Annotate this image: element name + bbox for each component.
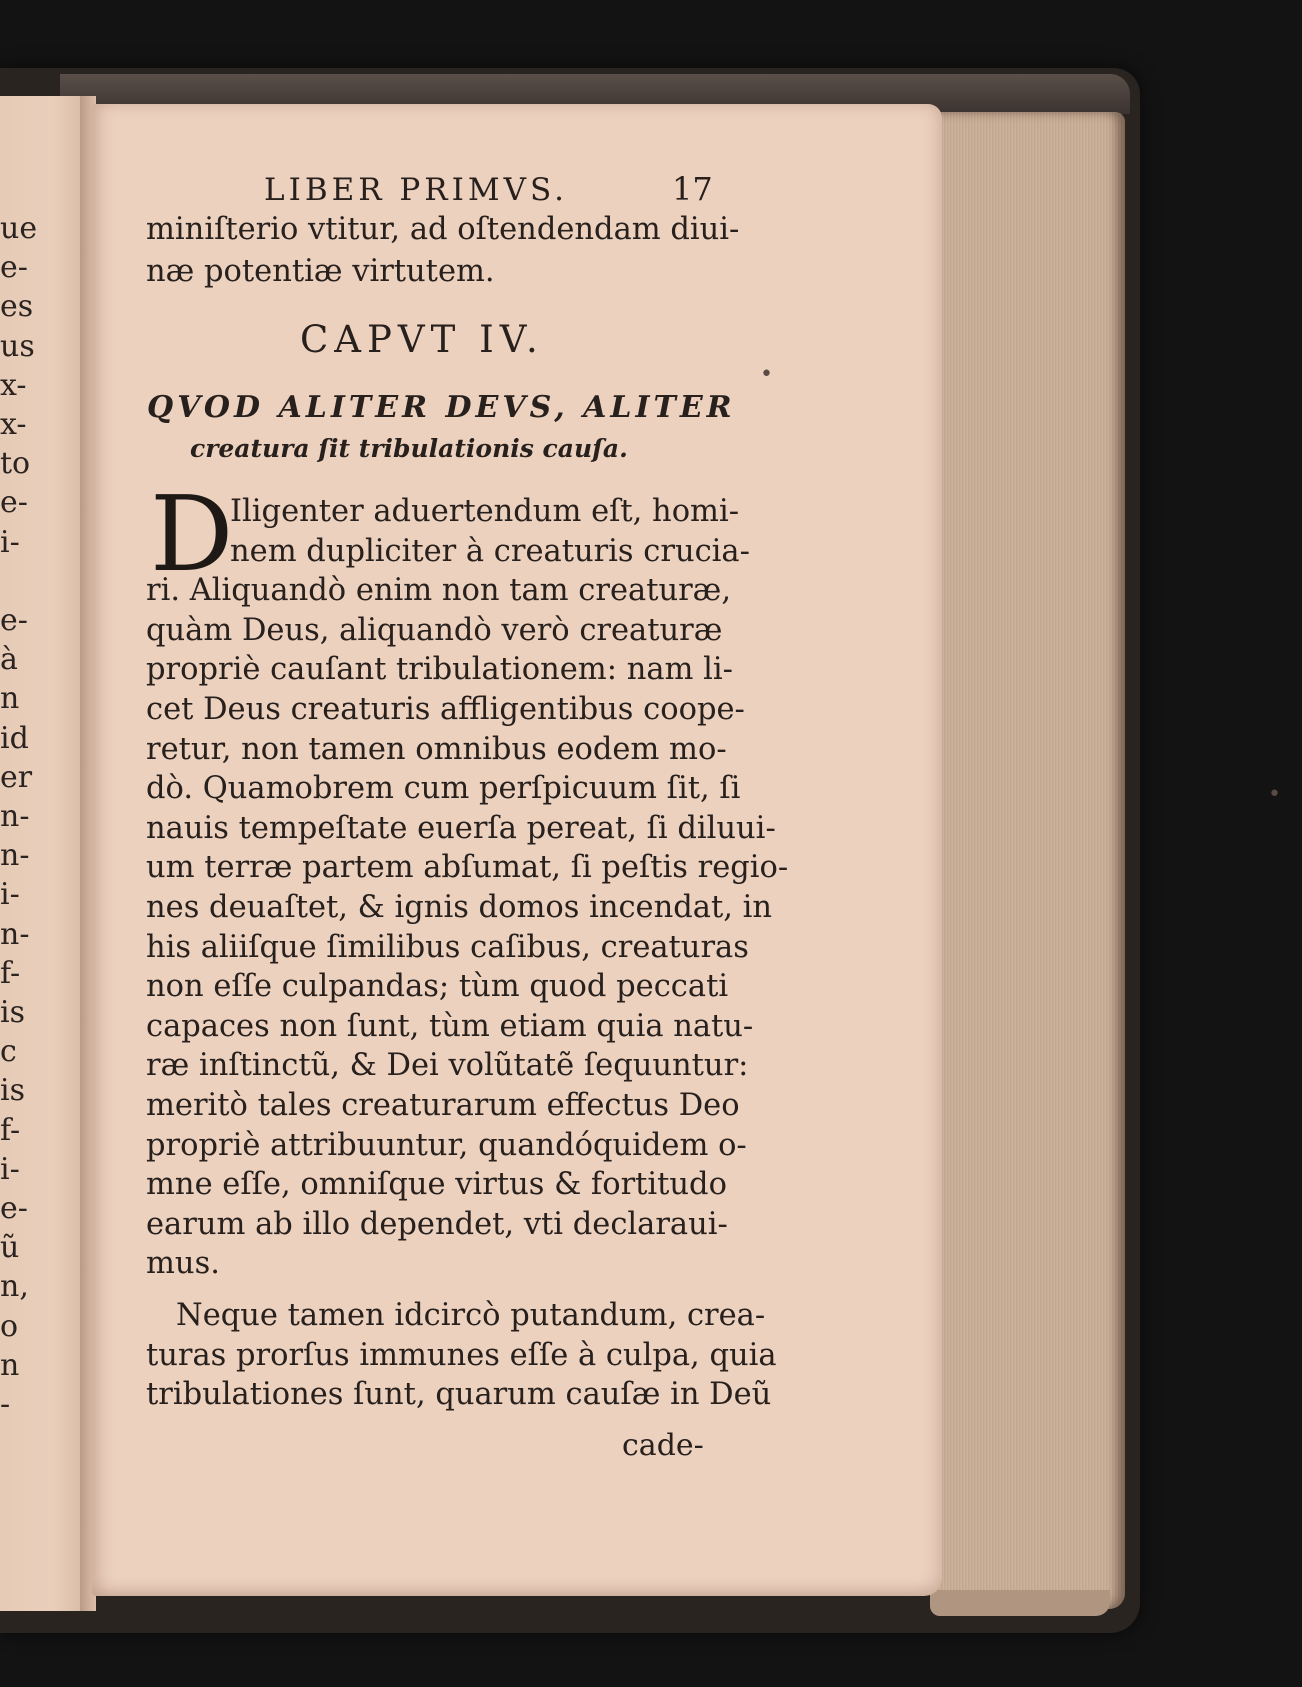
body-line: capaces non ſunt, tùm etiam quia natu- [146,1008,754,1044]
chapter-title-line: creatura ſit tribulationis cauſa. [190,434,628,463]
body-line: non eſſe culpandas; tùm quod peccati [146,969,729,1005]
body-line: mus. [146,1246,220,1282]
page-block-bottom [930,1590,1110,1616]
left-page-fragment: x- [0,367,27,403]
body-line: his aliiſque ſimilibus caſibus, creaturas [146,929,749,965]
body-line: meritò tales creaturarum effectus Deo [146,1088,740,1123]
body-line: nem dupliciter à creaturis crucia- [230,533,750,569]
left-page-fragment: o [0,1308,19,1344]
left-page-fragment: i- [0,877,20,913]
left-page-fragment: - [0,1387,11,1422]
left-page-fragment: x- [0,407,27,442]
left-page-fragment: er [0,759,33,795]
left-page-fragment: n [0,1347,20,1383]
intro-line: miniſterio vtitur, ad oſtendendam diui- [146,212,740,247]
body-line: dò. Quamobrem cum perſpicuum ſit, ſi [146,771,741,807]
chapter-heading: CAPVT IV. [300,318,544,361]
left-page-fragment: e- [0,250,28,286]
left-page-fragment: n- [0,799,30,834]
left-page-fragment: ũ [0,1230,20,1266]
left-page-fragment: f- [0,955,21,991]
body-line: um terræ partem abſumat, ſi peſtis regio- [146,850,789,886]
body-line: retur, non tamen omnibus eodem mo- [146,731,727,767]
page-number: 17 [672,170,713,208]
body-line: Neque tamen idcircò putandum, crea- [176,1298,766,1333]
body-line: nauis tempeſtate euerſa pereat, ſi diluui- [146,810,776,846]
body-line: tribulationes ſunt, quarum cauſæ in Deũ [146,1377,772,1413]
body-line: quàm Deus, aliquandò verò creaturæ [146,612,723,648]
body-line: ri. Aliquandò enim non tam creaturæ, [146,573,732,609]
left-page-fragment: e- [0,603,28,638]
left-page-fragment: ue [0,211,38,246]
body-line: mne eſſe, omniſque virtus & fortitudo [146,1167,727,1203]
chapter-title-line: QVOD ALITER DEVS, ALITER [147,390,736,425]
drop-cap: D [150,473,234,595]
left-page-fragment: i- [0,524,20,560]
left-page-fragment: e- [0,1191,28,1226]
intro-line: næ potentiæ virtutem. [146,254,495,289]
left-page-fragment: à [0,642,18,678]
left-page-fragment: us [0,328,35,364]
left-page-fragment: f- [0,1112,21,1148]
body-line: ræ inſtinctũ, & Dei volũtatẽ ſequuntur: [146,1048,749,1084]
body-line: Iligenter aduertendum eſt, homi- [230,494,740,529]
body-line: cet Deus creaturis affligentibus coope- [146,692,745,727]
running-head: LIBER PRIMVS. [264,172,568,208]
body-line: nes deuaſtet, & ignis domos incendat, in [146,890,772,925]
left-page-fragment: to [0,446,31,482]
left-page-fragment: c [0,1034,17,1070]
left-page-fragment: es [0,289,34,325]
left-page-fragment: n- [0,916,30,952]
body-line: propriè cauſant tribulationem: nam li- [146,652,733,688]
left-page-fragment: is [0,995,25,1030]
left-page-fragment: n- [0,838,30,874]
left-page-fragment: is [0,1073,25,1109]
left-page-fragment: id [0,720,29,756]
body-line: turas prorſus immunes eſſe à culpa, quia [146,1337,777,1373]
catchword: cade- [622,1428,704,1463]
left-page-fragment: n, [0,1269,29,1305]
left-page-fragment: n [0,681,20,717]
body-line: earum ab illo dependet, vti declaraui- [146,1206,728,1242]
left-page [0,96,88,1611]
speck: • [760,362,773,387]
left-page-fragment: e- [0,485,28,521]
page-block-edge [935,112,1125,1609]
left-page-fragment: i- [0,1151,20,1187]
speck: • [1268,782,1281,807]
body-line: propriè attribuuntur, quandóquidem o- [146,1127,747,1163]
